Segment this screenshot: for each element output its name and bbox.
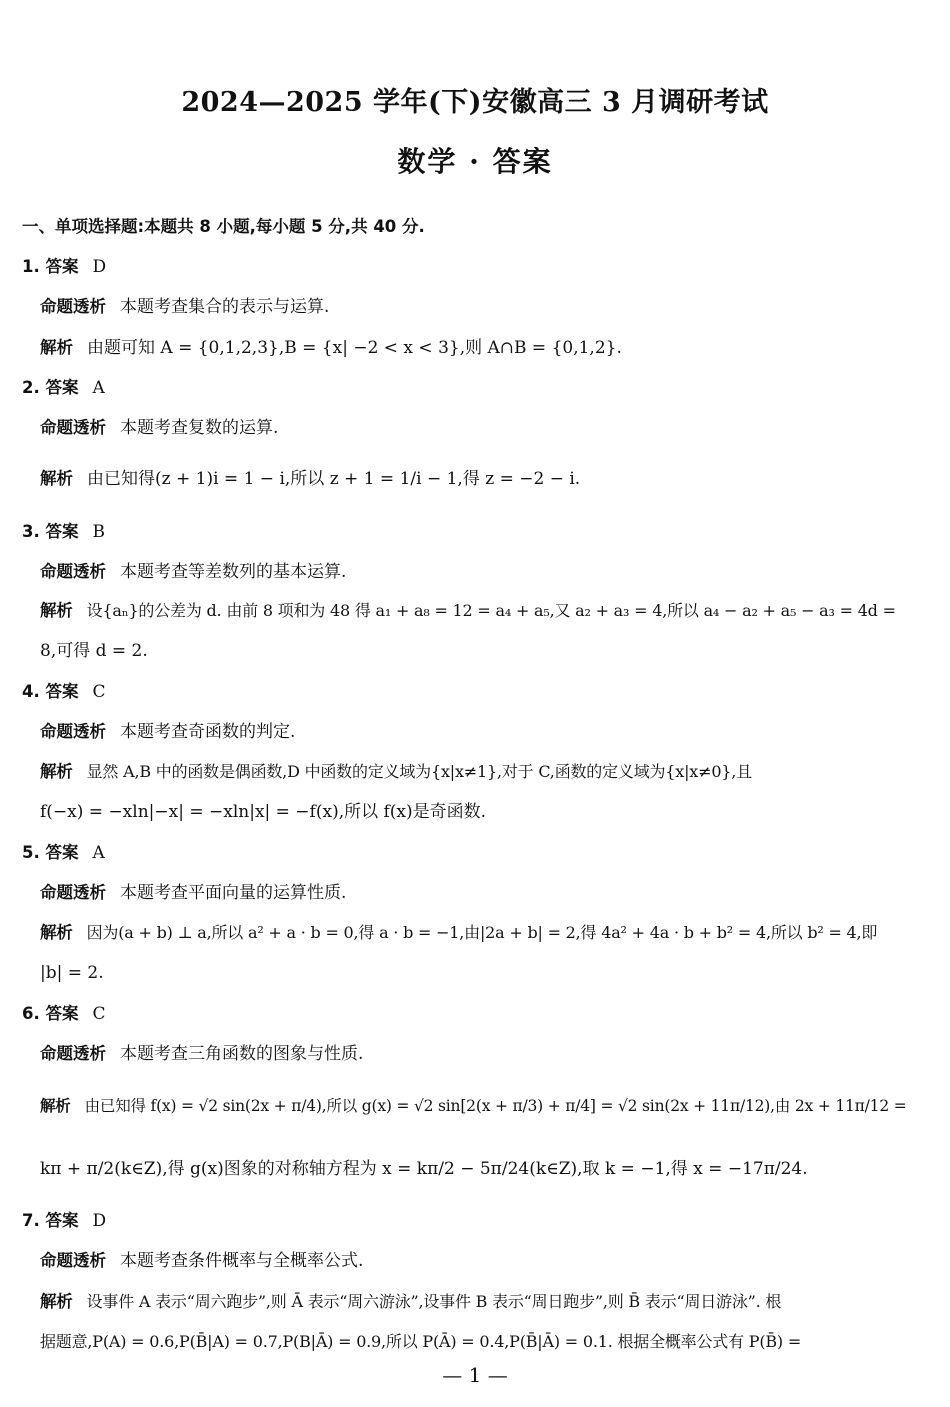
insight-label: 命题透析 (40, 1251, 106, 1270)
insight-text: 本题考查复数的运算. (120, 418, 279, 438)
answer-head: 6. 答案 (22, 1004, 79, 1023)
analysis-text: 显然 A,B 中的函数是偶函数,D 中函数的定义域为{x|x≠1},对于 C,函数的定义域为{x|x≠0},且 (86, 762, 752, 781)
answer-line-5 (22, 841, 934, 865)
answer-head: 1. 答案 (22, 257, 79, 276)
page-subtitle: 数学 · 答案 (397, 145, 553, 178)
analysis-text: 设{aₙ}的公差为 d. 由前 8 项和为 48 得 a₁ + a₈ = 12 = a₄ + a₅,又 a₂ + a₃ = 4,所以 a₄ − a₂ + a₅ − a₃ = 4d = (86, 601, 896, 620)
section-heading: 一、单项选择题:本题共 8 小题,每小题 5 分,共 40 分. (22, 217, 425, 236)
analysis-text: 由题可知 A = {0,1,2,3},B = {x| −2 < x < 3},则 A∩B = {0,1,2}. (87, 338, 622, 358)
analysis-label: 解析 (40, 923, 73, 942)
insight-label: 命题透析 (40, 418, 106, 437)
page-title: 2024—2025 学年(下)安徽高三 3 月调研考试 (181, 87, 769, 118)
insight-line-3 (40, 560, 934, 584)
insight-label: 命题透析 (40, 883, 106, 902)
analysis-text: 由已知得 f(x) = √2 sin(2x + π/4),所以 g(x) = √2 sin[2(x + π/3) + π/4] = √2 sin(2x + 11π/12),由 2x + 11π/12 = (84, 1097, 907, 1115)
answer-head: 5. 答案 (22, 843, 79, 862)
answer-line-7 (22, 1209, 934, 1233)
insight-text: 本题考查平面向量的运算性质. (120, 883, 347, 903)
insight-line-2 (40, 416, 934, 440)
insight-label: 命题透析 (40, 562, 106, 581)
insight-text: 本题考查集合的表示与运算. (120, 297, 330, 317)
answer-head: 7. 答案 (22, 1211, 79, 1230)
answer-value: D (92, 1211, 107, 1231)
answer-line-6 (22, 1002, 934, 1026)
analysis-cont-3: 8,可得 d = 2. (40, 641, 148, 661)
answer-value: B (92, 522, 105, 542)
analysis-label: 解析 (40, 1097, 71, 1115)
insight-label: 命题透析 (40, 297, 106, 316)
analysis-text: 因为(a + b) ⊥ a,所以 a² + a · b = 0,得 a · b = −1,由|2a + b| = 2,得 4a² + 4a · b + b² = 4,所以 b² = 4,即 (86, 923, 878, 942)
insight-line-4 (40, 720, 934, 744)
insight-line-1 (40, 295, 934, 319)
answer-head: 4. 答案 (22, 682, 79, 701)
analysis-label: 解析 (40, 601, 73, 620)
analysis-line-2 (40, 467, 934, 491)
insight-text: 本题考查三角函数的图象与性质. (120, 1044, 364, 1064)
answer-line-2 (22, 376, 934, 400)
analysis-label: 解析 (40, 469, 73, 488)
insight-line-6 (40, 1042, 934, 1066)
insight-line-5 (40, 881, 934, 905)
analysis-label: 解析 (40, 1292, 73, 1311)
page-number: — 1 — (442, 1363, 508, 1387)
analysis-cont-6: kπ + π/2(k∈Z),得 g(x)图象的对称轴方程为 x = kπ/2 − 5π/24(k∈Z),取 k = −1,得 x = −17π/24. (40, 1159, 808, 1179)
analysis-line-1 (40, 336, 934, 360)
analysis-cont-7: 据题意,P(A) = 0.6,P(B̄|A) = 0.7,P(B|Ā) = 0.9,所以 P(Ā) = 0.4,P(B̄|Ā) = 0.1. 根据全概率公式有 P(B̄) = (40, 1332, 802, 1351)
insight-text: 本题考查奇函数的判定. (120, 722, 296, 742)
answer-value: A (92, 378, 105, 398)
answer-value: C (92, 1004, 106, 1024)
answer-line-4 (22, 680, 934, 704)
analysis-cont-4: f(−x) = −xln|−x| = −xln|x| = −f(x),所以 f(x)是奇函数. (40, 802, 487, 822)
answer-head: 3. 答案 (22, 522, 79, 541)
analysis-line-5 (40, 921, 934, 945)
answer-line-1 (22, 255, 934, 279)
insight-label: 命题透析 (40, 722, 106, 741)
analysis-line-7 (40, 1290, 934, 1314)
answer-head: 2. 答案 (22, 378, 79, 397)
analysis-label: 解析 (40, 762, 73, 781)
insight-text: 本题考查等差数列的基本运算. (120, 562, 347, 582)
analysis-label: 解析 (40, 338, 73, 357)
analysis-text: 由已知得(z + 1)i = 1 − i,所以 z + 1 = 1/i − 1,得 z = −2 − i. (87, 469, 581, 489)
answer-value: C (92, 682, 106, 702)
analysis-line-3 (40, 599, 934, 623)
insight-text: 本题考查条件概率与全概率公式. (120, 1251, 364, 1271)
analysis-line-4 (40, 760, 934, 784)
answer-line-3 (22, 520, 934, 544)
analysis-cont-5: |b| = 2. (40, 963, 104, 983)
answer-value: A (92, 843, 105, 863)
insight-line-7 (40, 1249, 934, 1273)
insight-label: 命题透析 (40, 1044, 106, 1063)
analysis-line-6 (40, 1094, 934, 1118)
analysis-text: 设事件 A 表示“周六跑步”,则 Ā 表示“周六游泳”,设事件 B 表示“周日跑步”,则 B̄ 表示“周日游泳”. 根 (86, 1292, 782, 1311)
answer-value: D (92, 257, 107, 277)
